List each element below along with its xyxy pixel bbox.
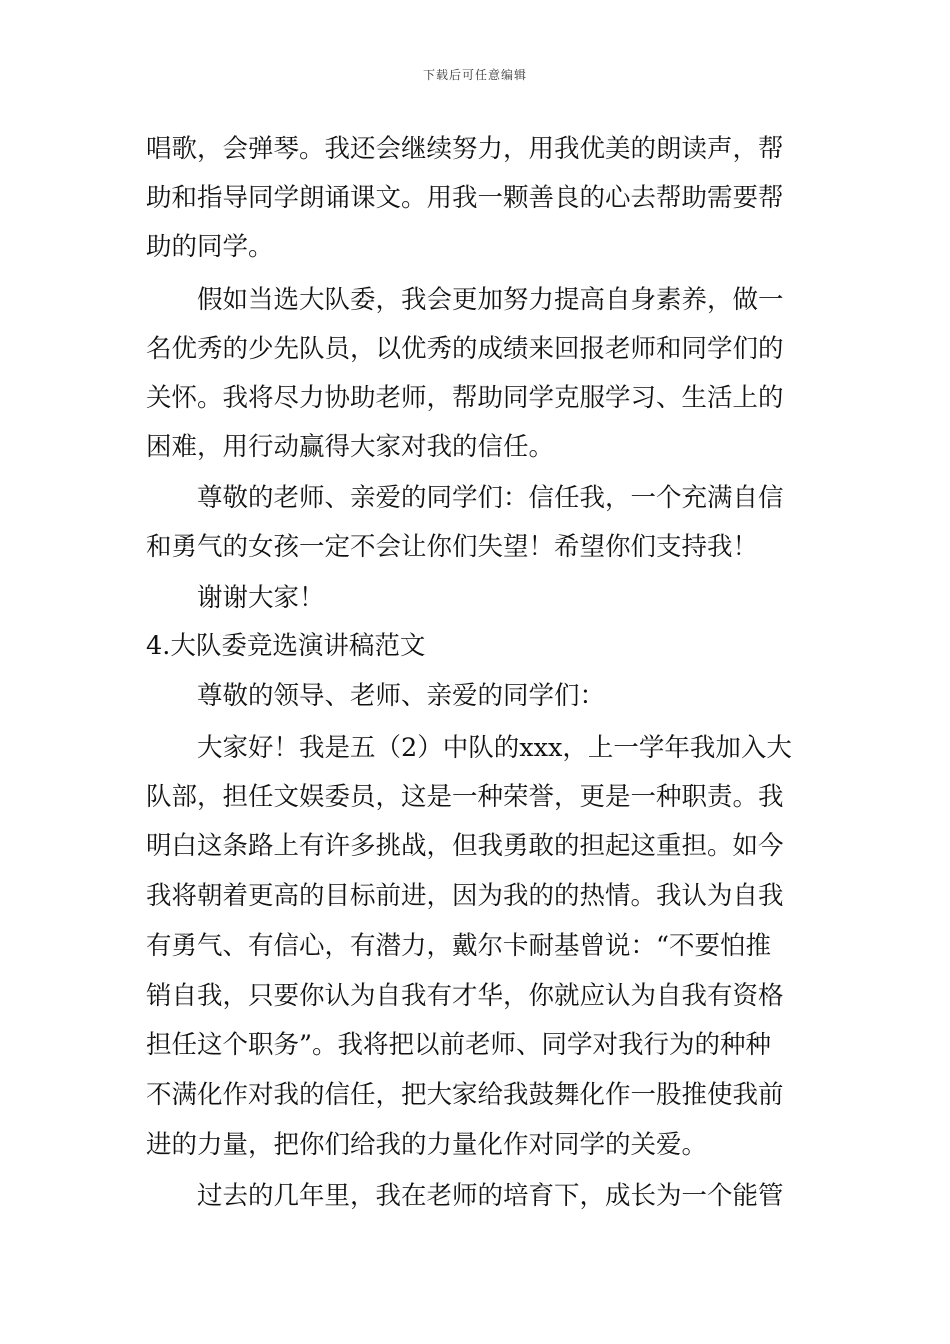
text-line: 我将朝着更高的目标前进，因为我的的热情。我认为自我 [146, 881, 784, 911]
text-line: 助的同学。 [146, 232, 274, 262]
text-line: 大家好！我是五（2）中队的xxx，上一学年我加入大 [146, 733, 792, 763]
text-line: 过去的几年里，我在老师的培育下，成长为一个能管 [146, 1181, 784, 1211]
text-line: 假如当选大队委，我会更加努力提高自身素养，做一 [146, 285, 784, 315]
text-line: 助和指导同学朗诵课文。用我一颗善良的心去帮助需要帮 [146, 183, 784, 213]
text-line: 销自我，只要你认为自我有才华，你就应认为自我有资格 [146, 981, 784, 1011]
page-header-note: 下载后可任意编辑 [422, 68, 527, 82]
text-line: 尊敬的领导、老师、亲爱的同学们： [146, 681, 606, 711]
text-line: 明白这条路上有许多挑战，但我勇敢的担起这重担。如今 [146, 831, 784, 861]
text-line: 和勇气的女孩一定不会让你们失望！希望你们支持我！ [146, 532, 759, 562]
text-line: 不满化作对我的信任，把大家给我鼓舞化作一股推使我前 [146, 1080, 784, 1110]
text-line: 队部，担任文娱委员，这是一种荣誉，更是一种职责。我 [146, 782, 784, 812]
text-line: 尊敬的老师、亲爱的同学们：信任我，一个充满自信 [146, 483, 784, 513]
text-line: 困难，用行动赢得大家对我的信任。 [146, 432, 555, 462]
section-heading: 4.大队委竞选演讲稿范文 [146, 631, 426, 661]
text-line: 有勇气、有信心，有潜力，戴尔卡耐基曾说：“不要怕推 [146, 931, 772, 961]
text-line: 进的力量，把你们给我的力量化作对同学的关爱。 [146, 1130, 708, 1160]
text-line: 关怀。我将尽力协助老师，帮助同学克服学习、生活上的 [146, 383, 784, 413]
text-line: 谢谢大家！ [146, 583, 325, 613]
text-line: 担任这个职务”。我将把以前老师、同学对我行为的种种 [146, 1030, 772, 1060]
text-line: 名优秀的少先队员，以优秀的成绩来回报老师和同学们的 [146, 334, 784, 364]
text-line: 唱歌，会弹琴。我还会继续努力，用我优美的朗读声，帮 [146, 134, 784, 164]
